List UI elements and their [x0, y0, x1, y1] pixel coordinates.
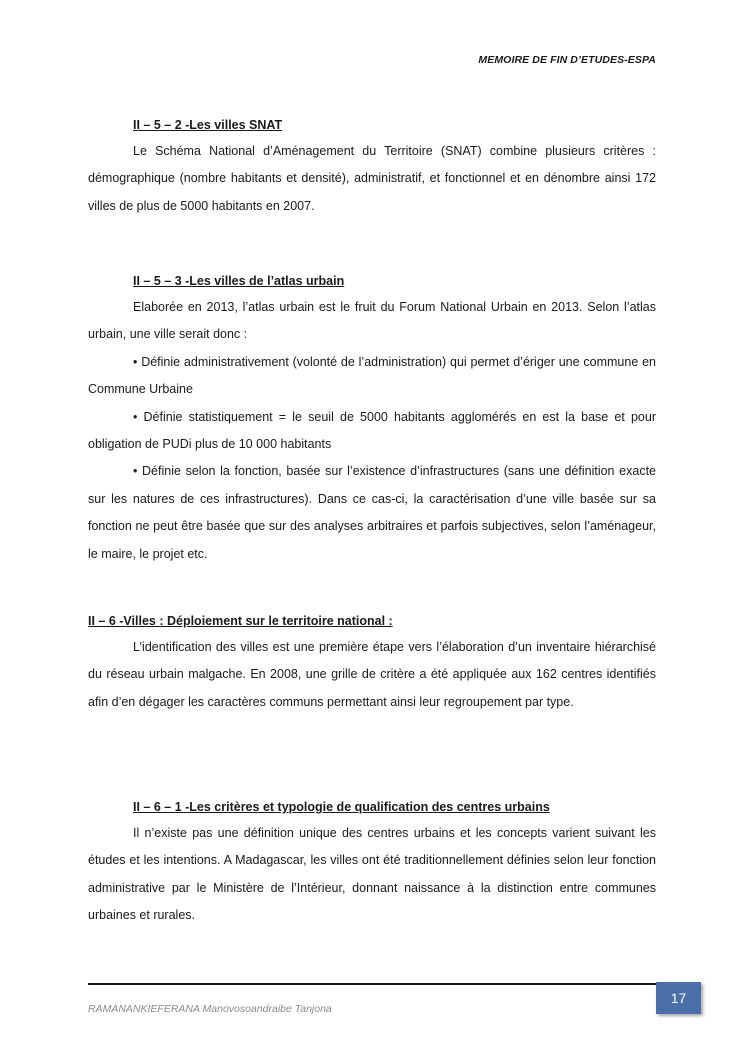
footer-author: RAMANANKIEFERANA Manovosoandraibe Tanjona — [88, 1003, 332, 1015]
section-heading: II – 6 -Villes : Déploiement sur le territoire national : — [88, 614, 393, 628]
paragraph: Il n’existe pas une définition unique des centres urbains et les concepts varient suivant les études et les intentions. A Madagascar, les villes ont été traditionnellement définies selon leur fonction administrative par le Ministère de l’Intérieur, donnant naissance à la distinction entre communes urbaines et rurales. — [88, 826, 656, 923]
section-villes-snat — [88, 112, 656, 220]
page-number-badge: 17 — [656, 982, 701, 1014]
running-header: MEMOIRE DE FIN D’ETUDES-ESPA — [478, 54, 656, 66]
footer-rule — [88, 983, 676, 985]
paragraph: Le Schéma National d’Aménagement du Territoire (SNAT) combine plusieurs critères : démographique (nombre habitants et densité), administratif, et fonctionnel et en dénombre ainsi 172 villes de plus de 5000 habitants en 2007. — [88, 144, 656, 213]
bullet-item: • Définie selon la fonction, basée sur l’existence d’infrastructures (sans une définition exacte sur les natures de ces infrastructures). Dans ce cas-ci, la caractérisation d’une ville basée sur sa fonction ne peut être basée que sur des analyses arbitraires et parfois subjectives, selon l’aménageur, le maire, le projet etc. — [88, 464, 656, 561]
section-heading: II – 5 – 3 -Les villes de l’atlas urbain — [133, 274, 345, 288]
section-heading: II – 6 – 1 -Les critères et typologie de qualification des centres urbains — [133, 800, 550, 814]
bullet-item: • Définie administrativement (volonté de l’administration) qui permet d’ériger une commune en Commune Urbaine — [88, 354, 656, 397]
section-deploiement — [88, 608, 656, 716]
paragraph: Elaborée en 2013, l’atlas urbain est le fruit du Forum National Urbain en 2013. Selon l’atlas urbain, une ville serait donc : — [88, 300, 656, 342]
section-atlas-urbain — [88, 268, 656, 568]
section-heading: II – 5 – 2 -Les villes SNAT — [133, 118, 283, 132]
paragraph: L’identification des villes est une première étape vers l’élaboration d’un inventaire hiérarchisé du réseau urbain malgache. En 2008, une grille de critère a été appliquée aux 162 centres identifiés afin d’en dégager les caractères communs permettant ainsi leur regroupement par type. — [88, 640, 656, 709]
section-criteres-typologie — [88, 794, 656, 930]
bullet-item: • Définie statistiquement = le seuil de 5000 habitants agglomérés en est la base et pour obligation de PUDi plus de 10 000 habitants — [88, 409, 656, 452]
